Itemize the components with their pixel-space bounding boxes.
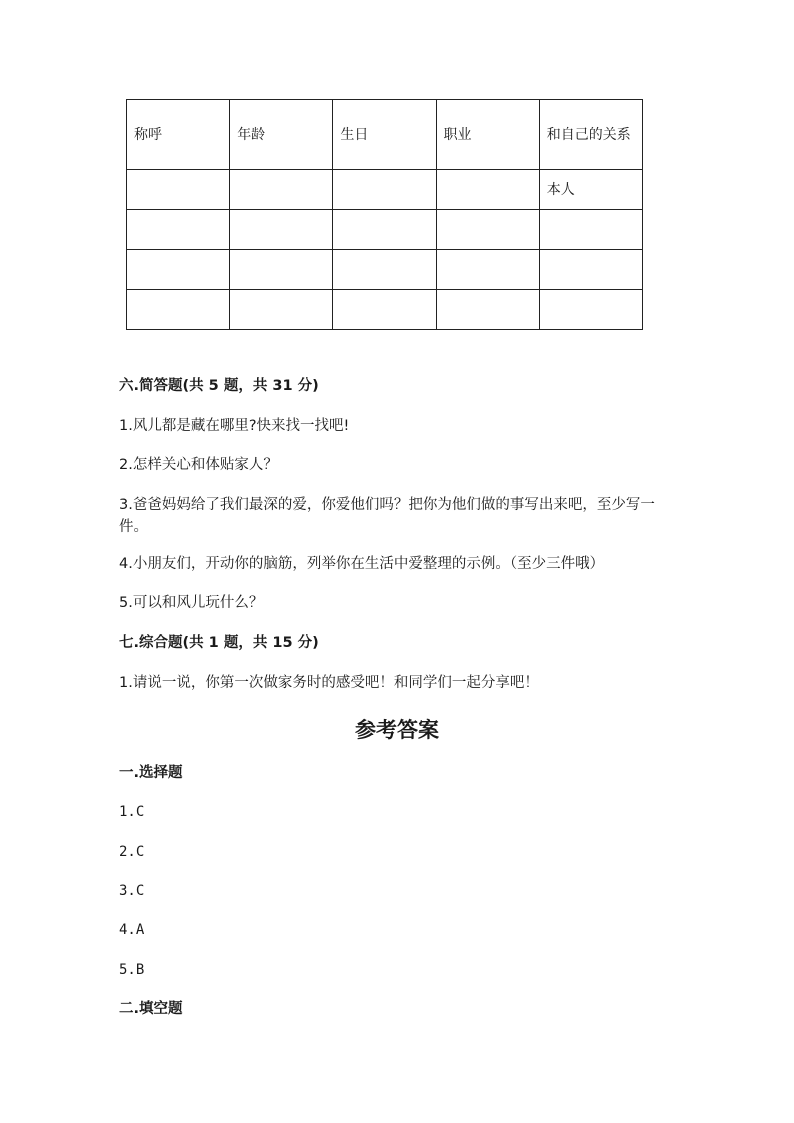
header-cell: 年龄 — [230, 100, 333, 170]
table-cell — [333, 210, 436, 250]
header-cell: 职业 — [436, 100, 539, 170]
answer-5: 5.B — [119, 962, 145, 978]
table-cell — [539, 250, 642, 290]
table-cell — [436, 170, 539, 210]
answer-2: 2.C — [119, 844, 145, 860]
answers-part-1-title: 一.选择题 — [119, 765, 183, 781]
table-cell — [333, 170, 436, 210]
table-cell — [230, 210, 333, 250]
table-row — [127, 170, 643, 210]
table-cell — [127, 290, 230, 330]
question-6-1: 1.风儿都是藏在哪里?快来找一找吧! — [119, 418, 350, 434]
table-cell — [436, 290, 539, 330]
header-cell: 称呼 — [127, 100, 230, 170]
table-row — [127, 210, 643, 250]
table-row — [127, 290, 643, 330]
table-cell — [539, 210, 642, 250]
table-cell: 本人 — [539, 170, 642, 210]
table-cell — [230, 170, 333, 210]
answer-3: 3.C — [119, 883, 145, 899]
header-cell: 生日 — [333, 100, 436, 170]
answer-4: 4.A — [119, 922, 145, 938]
family-info-table — [126, 99, 643, 330]
table-cell — [539, 290, 642, 330]
table-cell — [127, 170, 230, 210]
table-cell — [436, 250, 539, 290]
table-row — [127, 250, 643, 290]
question-7-1: 1.请说一说，你第一次做家务时的感受吧！和同学们一起分享吧！ — [119, 675, 539, 691]
section-6-title: 六.简答题(共 5 题，共 31 分) — [119, 378, 319, 394]
header-cell: 和自己的关系 — [539, 100, 642, 170]
question-6-4: 4.小朋友们，开动你的脑筋，列举你在生活中爱整理的示例。（至少三件哦） — [119, 556, 605, 572]
table-cell — [333, 290, 436, 330]
table-cell — [333, 250, 436, 290]
table-cell — [230, 290, 333, 330]
question-6-2: 2.怎样关心和体贴家人？ — [119, 457, 278, 473]
section-7-title: 七.综合题(共 1 题，共 15 分) — [119, 635, 319, 651]
answers-title: 参考答案 — [355, 717, 439, 742]
table-cell — [127, 250, 230, 290]
answer-1: 1.C — [119, 804, 145, 820]
table-cell — [230, 250, 333, 290]
table-header-row — [127, 100, 643, 170]
table-cell — [127, 210, 230, 250]
question-6-3: 3.爸爸妈妈给了我们最深的爱，你爱他们吗？把你为他们做的事写出来吧，至少写一件。 — [119, 497, 655, 535]
answers-part-2-title: 二.填空题 — [119, 1001, 183, 1017]
question-6-5: 5.可以和风儿玩什么？ — [119, 595, 264, 611]
table-cell — [436, 210, 539, 250]
